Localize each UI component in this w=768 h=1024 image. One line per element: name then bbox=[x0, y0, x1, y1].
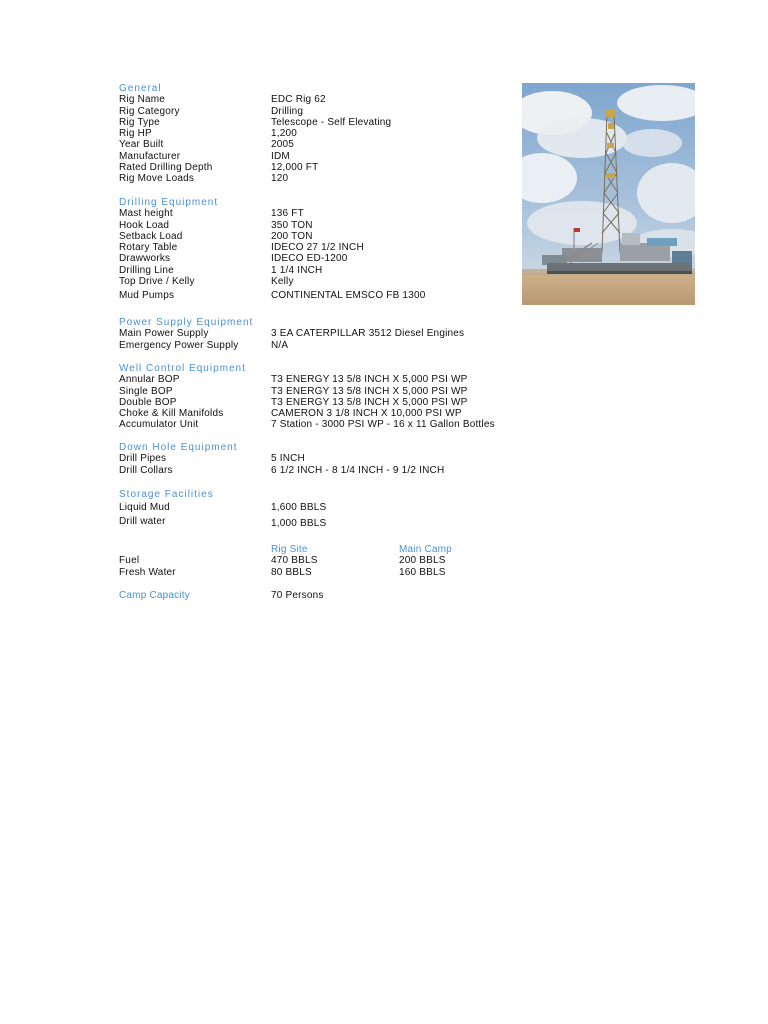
table-row: Annular BOP T3 ENERGY 13 5/8 INCH X 5,000 PSI WP bbox=[119, 374, 468, 386]
table-row: Year Built 2005 bbox=[119, 139, 295, 151]
table-row: Liquid Mud 1,600 BBLS bbox=[119, 502, 327, 514]
table-row: Mast height 136 FT bbox=[119, 208, 304, 220]
section-title-wellcontrol: Well Control Equipment bbox=[119, 363, 246, 374]
sites-section bbox=[119, 544, 699, 578]
table-row: Setback Load 200 TON bbox=[119, 230, 313, 242]
sites-header bbox=[119, 544, 699, 555]
table-row: Top Drive / Kelly Kelly bbox=[119, 276, 294, 288]
storage-section bbox=[119, 489, 699, 527]
section-title-camp: Camp Capacity bbox=[119, 590, 190, 601]
section-title-general: General bbox=[119, 83, 162, 94]
main-camp-header: Main Camp bbox=[399, 544, 452, 555]
table-row: Single BOP T3 ENERGY 13 5/8 INCH X 5,000 PSI WP bbox=[119, 385, 468, 397]
downhole-section bbox=[119, 442, 699, 476]
section-title-downhole: Down Hole Equipment bbox=[119, 442, 238, 453]
table-row: Main Power Supply 3 EA CATERPILLAR 3512 Diesel Engines bbox=[119, 328, 465, 340]
table-row: Rig Type Telescope - Self Elevating bbox=[119, 116, 392, 128]
table-row: Manufacturer IDM bbox=[119, 150, 290, 162]
general-section bbox=[119, 83, 392, 185]
wellcontrol-section bbox=[119, 363, 699, 431]
section-title-storage: Storage Facilities bbox=[119, 489, 214, 500]
table-row: Drill Pipes 5 INCH bbox=[119, 453, 305, 465]
rig-site-header: Rig Site bbox=[271, 544, 308, 555]
section-title-power: Power Supply Equipment bbox=[119, 317, 254, 328]
table-row: Mud Pumps CONTINENTAL EMSCO FB 1300 bbox=[119, 290, 426, 302]
table-row: Choke & Kill Manifolds CAMERON 3 1/8 INCH X 10,000 PSI WP bbox=[119, 408, 462, 420]
table-row: Rig Name EDC Rig 62 bbox=[119, 94, 326, 106]
table-row: Fresh Water 80 BBLS 160 BBLS bbox=[119, 566, 446, 578]
table-row: Fuel 470 BBLS 200 BBLS bbox=[119, 555, 446, 567]
camp-capacity-value: 70 Persons bbox=[271, 590, 324, 601]
table-row: Hook Load 350 TON bbox=[119, 219, 313, 231]
drilling-section bbox=[119, 197, 699, 302]
table-row: Drilling Line 1 1/4 INCH bbox=[119, 264, 323, 276]
table-row: Rig Category Drilling bbox=[119, 105, 304, 117]
camp-section bbox=[119, 590, 699, 601]
power-section bbox=[119, 317, 699, 351]
table-row: Rig Move Loads 120 bbox=[119, 173, 289, 185]
table-row: Emergency Power Supply N/A bbox=[119, 339, 289, 351]
section-title-drilling: Drilling Equipment bbox=[119, 197, 219, 208]
table-row: Double BOP T3 ENERGY 13 5/8 INCH X 5,000 PSI WP bbox=[119, 396, 468, 408]
table-row: Drill Collars 6 1/2 INCH - 8 1/4 INCH - 9 1/2 INCH bbox=[119, 464, 445, 476]
table-row: Accumulator Unit 7 Station - 3000 PSI WP - 16 x 11 Gallon Bottles bbox=[119, 419, 495, 431]
table-row: Drawworks IDECO ED-1200 bbox=[119, 253, 348, 265]
table-row: Rotary Table IDECO 27 1/2 INCH bbox=[119, 242, 364, 254]
table-row: Rig HP 1,200 bbox=[119, 128, 298, 140]
table-row: Drill water 1,000 BBLS bbox=[119, 515, 327, 529]
table-row: Rated Drilling Depth 12,000 FT bbox=[119, 162, 319, 174]
